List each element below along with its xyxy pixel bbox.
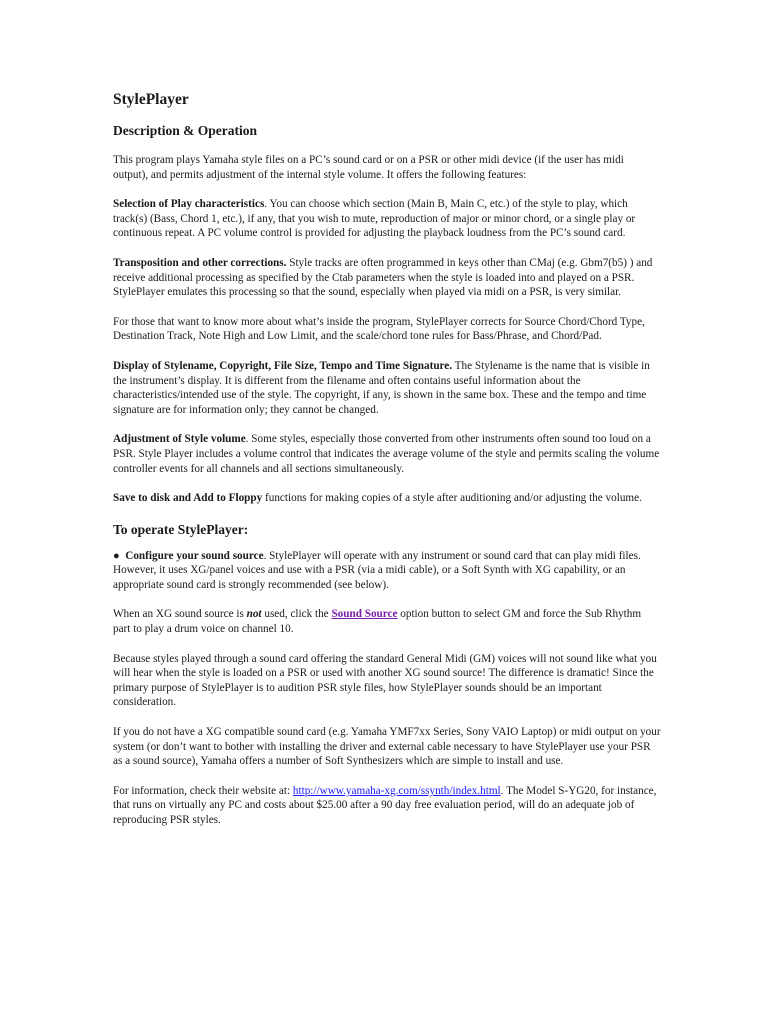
feature-heading: Adjustment of Style volume [113,433,246,446]
xg-note-text: option button to select GM and force the Sub Rhythm part to play a drum voice on channel 10. [113,608,642,636]
feature-volume [113,432,661,476]
xg-note-text: used, click the [261,608,332,621]
xg-note-text: When an XG sound source is [113,608,247,621]
configure-text: . StylePlayer will operate with any instrument or sound card that can play midi files. However, it uses XG/panel voices and use with a PSR (via a midi cable), or a Soft Synth with XG capability, or an appropriate sound card is strongly recommended (see below). [113,549,641,591]
gm-note-paragraph: Because styles played through a sound card offering the standard General Midi (GM) voices will not sound like what you will hear when the style is loaded on a PSR or used with another XG sound source! The difference is dramatic! Since the primary purpose of StylePlayer is to audition PSR style files, how StylePlayer sounds should be an important consideration. [113,652,657,709]
feature-heading: Selection of Play characteristics [113,198,265,211]
info-text: . The Model S-YG20, for instance, that runs on virtually any PC and costs about $25.00 after a 90 day free evaluation period, will do an adequate job of reproducing PSR styles. [113,784,657,826]
info-text: For information, check their website at: [113,784,293,797]
feature-heading: Save to disk and Add to Floppy [113,492,263,505]
yamaha-website-link[interactable]: http://www.yamaha-xg.com/ssynth/index.html [292,784,501,797]
xg-note-paragraph [113,607,661,636]
intro-paragraph: This program plays Yamaha style files on a PC’s sound card or on a PSR or other midi device (if the user has midi output), and permits adjustment of the internal style volume. It offers the following features: [113,154,624,181]
configure-heading: Configure your sound source [125,549,264,562]
feature-transposition [113,256,661,300]
info-paragraph [113,784,661,828]
feature-play-characteristics [113,197,661,241]
feature-text: functions for making copies of a style after auditioning and/or adjusting the volume. [262,492,642,505]
bullet-icon: ● [113,549,120,562]
feature-text: Style tracks are often programmed in keys other than CMaj (e.g. Gbm7(b5) ) and receive additional processing as specified by the Ctab parameters when the style is loaded into and played on a PSR. StylePlayer emulates this processing so that the sound, especially when played via midi on a PSR, is very similar. [113,256,653,299]
feature-text: . You can choose which section (Main B, Main C, etc.) of the style to play, which track(s) (Bass, Chord 1, etc.), if any, that you wish to mute, reproduction of major or minor chord, or a single play or continuous repeat. A PC volume control is provided for adjusting the playback loudness from the PC’s sound card. [113,198,636,240]
feature-text: For those that want to know more about what’s inside the program, StylePlayer corrects for Source Chord/Chord Type, Destination Track, Note High and Low Limit, and the scale/chord tone rules for Bass/Phrase, and Chord/Pad. [113,315,645,343]
document-title: StylePlayer [113,91,189,108]
feature-display [113,359,661,417]
document-page [113,90,661,843]
sound-source-link[interactable]: Sound Source [331,608,398,621]
section-heading-description: Description & Operation [113,123,257,138]
configure-paragraph [113,549,661,593]
feature-text: . Some styles, especially those converted from other instruments often sound too loud on a PSR. Style Player includes a volume control that indicates the average volume of the style and permits scaling the volume controller events for all channels and all sections simultaneously. [113,433,660,475]
feature-heading: Transposition and other corrections. [113,256,287,269]
emphasis-not: not [246,608,262,621]
feature-text: The Stylename is the name that is visible in the instrument’s display. It is different from the filename and often contains useful information about the characteristics/intended use of the style. The copyright, if any, is shown in the same box. These and the tempo and time signature are for information only; they cannot be changed. [113,359,650,416]
feature-heading: Display of Stylename, Copyright, File Size, Tempo and Time Signature. [113,359,453,372]
section-heading-operate: To operate StylePlayer: [113,521,249,537]
feature-save [113,491,661,506]
soft-synth-paragraph: If you do not have a XG compatible sound card (e.g. Yamaha YMF7xx Series, Sony VAIO Laptop) or midi output on your system (or don’t want to bother with installing the driver and external cable necessary to have StylePlayer use your PSR as a sound source), Yamaha offers a number of Soft Synthesizers which are simple to install and use. [113,726,661,768]
feature-internals-note [113,315,661,344]
